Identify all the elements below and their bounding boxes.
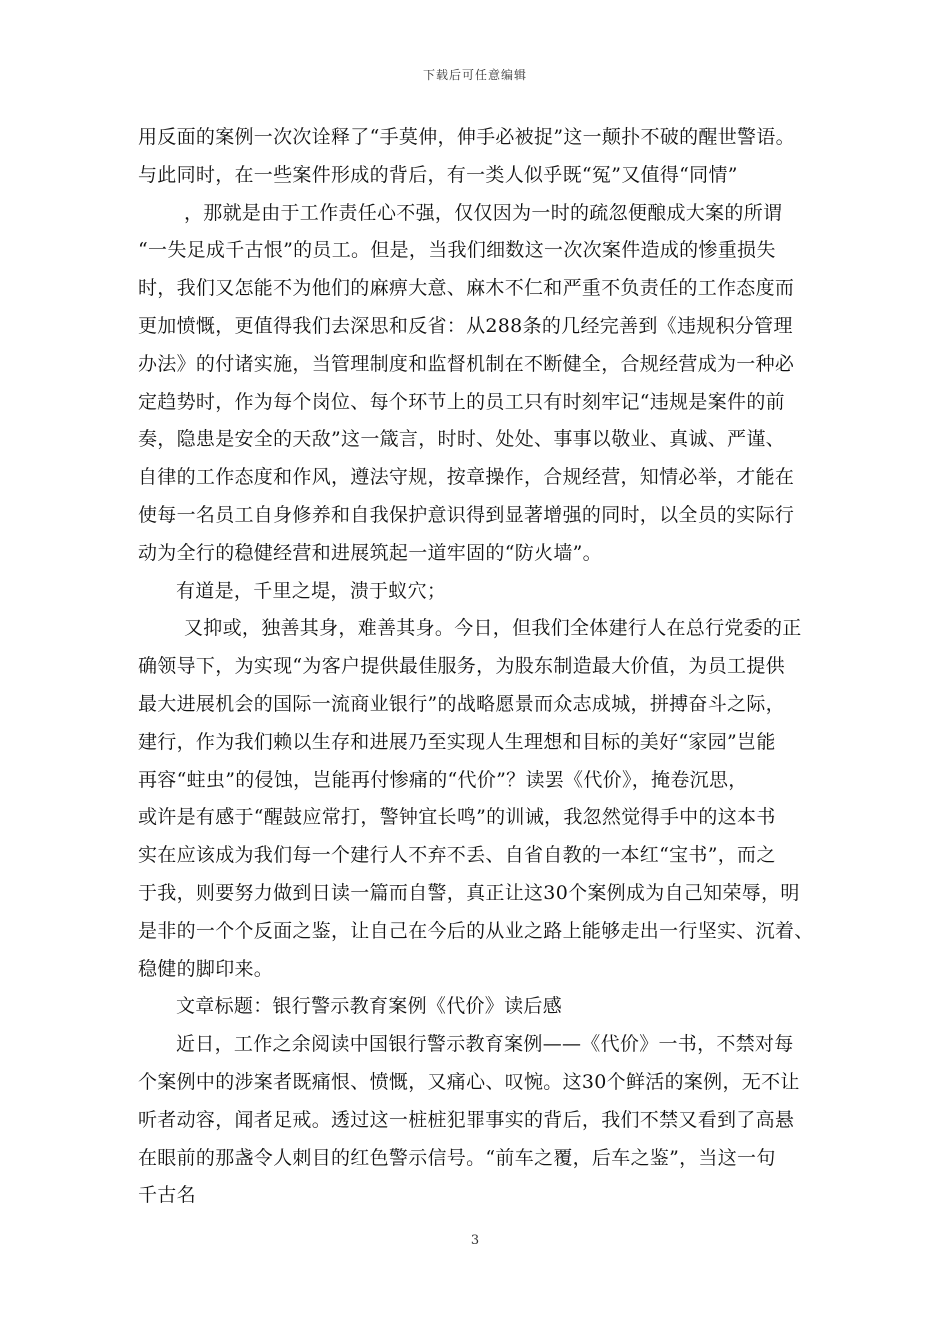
text-line: ，那就是由于工作责任心不强，仅仅因为一时的疏忽便酿成大案的所谓	[184, 201, 783, 224]
text-line: 更加愤慨，更值得我们去深思和反省：从288条的几经完善到《违规积分管理	[138, 314, 793, 337]
text-line: 稳健的脚印来。	[138, 957, 274, 980]
page-header: 下载后可任意编辑	[422, 68, 527, 82]
text-line: 个案例中的涉案者既痛恨、愤慨，又痛心、叹惋。这30个鲜活的案例，无不让	[138, 1070, 800, 1093]
text-line: 再容“蛀虫”的侵蚀，岂能再付惨痛的“代价”？读罢《代价》，掩卷沉思，	[138, 768, 748, 791]
text-line: 时，我们又怎能不为他们的麻痹大意、麻木不仁和严重不负责任的工作态度而	[138, 277, 795, 300]
text-line: 与此同时，在一些案件形成的背后，有一类人似乎既“冤”又值得“同情”	[138, 163, 738, 186]
text-line: 定趋势时，作为每个岗位、每个环节上的员工只有时刻牢记“违规是案件的前	[138, 390, 785, 413]
text-line: 用反面的案例一次次诠释了“手莫伸，伸手必被捉”这一颠扑不破的醒世警语。	[138, 126, 795, 148]
article-title-line: 文章标题：银行警示教育案例《代价》读后感	[176, 995, 563, 1018]
text-line: 或许是有感于“醒鼓应常打，警钟宜长鸣”的训诫，我忽然觉得手中的这本书	[138, 806, 776, 829]
document-body	[138, 119, 828, 1215]
text-line: 使每一名员工自身修养和自我保护意识得到显著增强的同时，以全员的实际行	[138, 503, 795, 526]
text-line: 有道是，千里之堤，溃于蚁穴；	[176, 579, 447, 602]
text-line: 建行，作为我们赖以生存和进展乃至实现人生理想和目标的美好“家园”岂能	[138, 730, 776, 753]
text-line: 又抑或，独善其身，难善其身。今日，但我们全体建行人在总行党委的正	[184, 617, 802, 640]
text-line: 实在应该成为我们每一个建行人不弃不丢、自省自教的一本红“宝书”，而之	[138, 844, 776, 867]
text-line: 办法》的付诸实施，当管理制度和监督机制在不断健全，合规经营成为一种必	[138, 352, 795, 375]
text-line: 近日，工作之余阅读中国银行警示教育案例——《代价》一书，不禁对每	[176, 1033, 794, 1056]
text-line: 于我，则要努力做到日读一篇而自警，真正让这30个案例成为自己知荣辱，明	[138, 881, 800, 904]
text-line: 奏，隐患是安全的天敌”这一箴言，时时、处处、事事以敬业、真诚、严谨、	[138, 428, 785, 451]
text-line: 在眼前的那盏令人刺目的红色警示信号。“前车之覆，后车之鉴”，当这一句	[138, 1146, 776, 1169]
text-line: 动为全行的稳健经营和进展筑起一道牢固的“防火墙”。	[138, 541, 602, 564]
text-line: 最大进展机会的国际一流商业银行”的战略愿景而众志成城，拼搏奋斗之际，	[138, 692, 785, 715]
text-line: 听者动容，闻者足戒。透过这一桩桩犯罪事实的背后，我们不禁又看到了高悬	[138, 1108, 795, 1131]
page-number: 3	[470, 1233, 480, 1248]
text-line: 是非的一个个反面之鉴，让自己在今后的从业之路上能够走出一行坚实、沉着、	[138, 919, 814, 942]
text-line: 自律的工作态度和作风，遵法守规，按章操作，合规经营，知情必举，才能在	[138, 466, 795, 489]
text-line: “一失足成千古恨”的员工。但是，当我们细数这一次次案件造成的惨重损失	[138, 239, 776, 262]
text-line: 千古名	[138, 1184, 196, 1207]
text-line: 确领导下，为实现“为客户提供最佳服务，为股东制造最大价值，为员工提供	[138, 655, 785, 678]
